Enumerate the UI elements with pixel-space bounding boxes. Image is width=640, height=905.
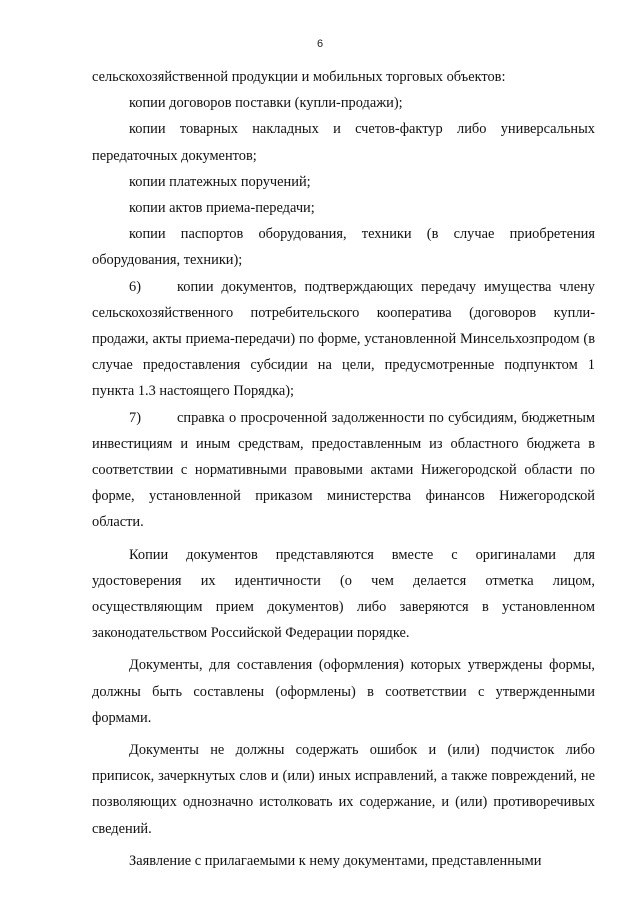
paragraph-text: Документы не должны содержать ошибок и (или) подчисток либо приписок, зачеркнутых слов и (или) иных исправлений, а также повреждений, не позволяющих однозначно истолковать их содержание, и (или) противоречивых сведений. (92, 742, 595, 837)
paragraph-text: копии договоров поставки (купли-продажи); (129, 95, 403, 112)
paragraph (92, 90, 595, 116)
paragraph-text: Документы, для составления (оформления) которых утверждены формы, должны быть составлены (оформлены) в соответствии с утвержденными формами. (92, 657, 595, 726)
page-number: 6 (316, 38, 324, 50)
paragraph (92, 737, 595, 842)
body-text (92, 64, 595, 874)
paragraph (92, 64, 595, 90)
paragraph (92, 116, 595, 168)
paragraph (92, 542, 595, 647)
paragraph-text: копии паспортов оборудования, техники (в случае приобретения оборудования, техники); (92, 226, 595, 269)
paragraph-number: 7) (129, 409, 141, 426)
paragraph-text: сельскохозяйственной продукции и мобильных торговых объектов: (92, 69, 506, 85)
paragraph (92, 652, 595, 731)
paragraph-text: копии актов приема-передачи; (129, 200, 315, 217)
paragraph-text: Заявление с прилагаемыми к нему документами, представленными (129, 852, 542, 869)
paragraph-text: справка о просроченной задолженности по субсидиям, бюджетным инвестициям и иным средствам, предоставленным из областного бюджета в соответствии с нормативными правовыми актами Нижегородской области по форме, установленной приказом министерства финансов Нижегородской области. (92, 409, 595, 531)
paragraph-text: копии товарных накладных и счетов-фактур либо универсальных передаточных документов; (92, 121, 595, 164)
numbered-paragraph (92, 405, 595, 536)
paragraph (92, 848, 595, 874)
paragraph (92, 169, 595, 195)
paragraph-text: Копии документов представляются вместе с оригиналами для удостоверения их идентичности (о чем делается отметка лицом, осуществляющим прием документов) либо заверяются в установленном законодательством Российской Федерации порядке. (92, 546, 595, 642)
paragraph (92, 221, 595, 273)
paragraph-number: 6) (129, 278, 141, 295)
numbered-paragraph (92, 274, 595, 405)
paragraph-text: копии платежных поручений; (129, 173, 311, 190)
paragraph-text: копии документов, подтверждающих передачу имущества члену сельскохозяйственного потребительского кооператива (договоров купли-продажи, акты приема-передачи) по форме, установленной Минсельхозпродом (в случае предоставления субсидии на цели, предусмотренные подпунктом 1 пункта 1.3 настоящего Порядка); (92, 278, 595, 400)
paragraph (92, 195, 595, 221)
